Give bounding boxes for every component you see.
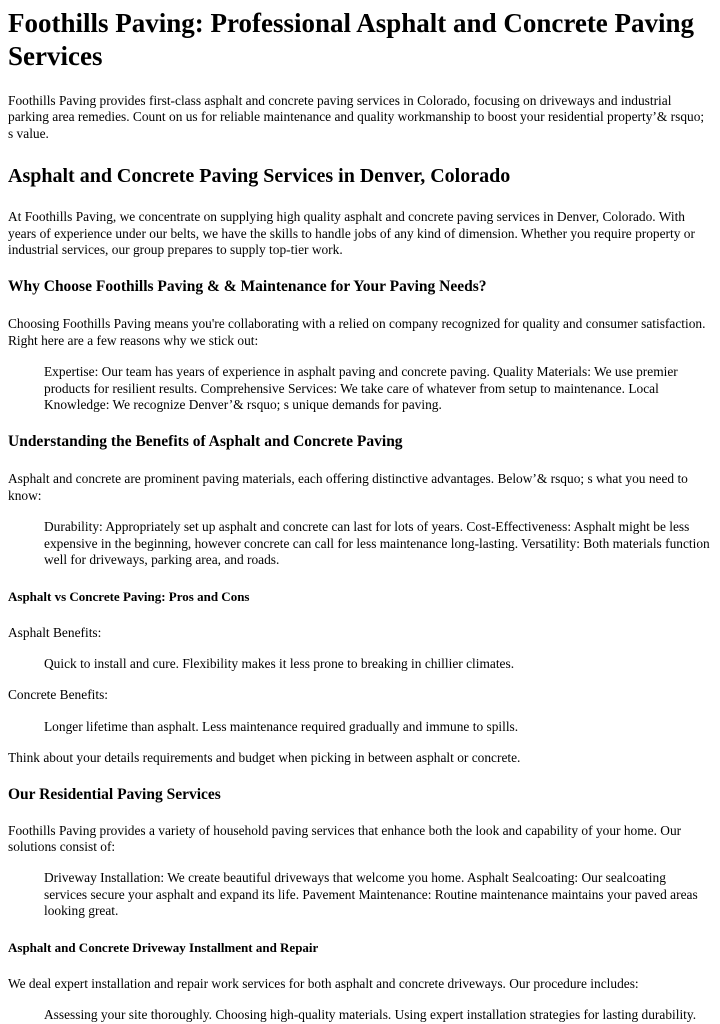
concrete-benefits-label: Concrete Benefits: [8,687,109,703]
denver-heading: Asphalt and Concrete Paving Services in Denver, Colorado [8,165,511,188]
denver-paragraph: At Foothills Paving, we concentrate on supplying high quality asphalt and concrete paving services in Denver, Colorado. With years of experience under our belts, we have the skills to handle jobs of any kind of dimension. Whether you require property or industrial services, our group prepares to supply top-tier work. [8,209,695,258]
asphalt-benefits-label: Asphalt Benefits: [8,624,102,640]
article [0,7,720,1023]
residential-quote: Driveway Installation: We create beautiful driveways that welcome you home. Asphalt Sealcoating: Our sealcoating services secure your asphalt and expand its life. Pavement Maintenance: Routine maintenance maintains your paved areas looking great. [44,870,698,919]
driveway-paragraph: We deal expert installation and repair work services for both asphalt and concrete driveways. Our procedure includes: [8,975,639,991]
benefits-paragraph: Asphalt and concrete are prominent paving materials, each offering distinctive advantages. Below’& rsquo; s what you need to know: [8,471,688,503]
page-title: Foothills Paving: Professional Asphalt and Concrete Paving Services [8,8,695,71]
pros-cons-heading: Asphalt vs Concrete Paving: Pros and Cons [8,588,250,604]
pros-cons-closing: Think about your details requirements and budget when picking in between asphalt or concrete. [8,750,521,766]
residential-heading: Our Residential Paving Services [8,785,221,803]
why-choose-quote: Expertise: Our team has years of experience in asphalt paving and concrete paving. Quality Materials: We use premier products for resilient results. Comprehensive Services: We take care of whatever from setup to maintenance. Local Knowledge: We recognize Denver’& rsquo; s unique demands for paving. [44,364,678,413]
residential-paragraph: Foothills Paving provides a variety of household paving services that enhance both the look and capability of your home. Our solutions consist of: [8,822,682,854]
why-choose-heading: Why Choose Foothills Paving & & Maintenance for Your Paving Needs? [8,278,487,296]
driveway-heading: Asphalt and Concrete Driveway Installment and Repair [8,939,319,955]
asphalt-benefits-quote: Quick to install and cure. Flexibility makes it less prone to breaking in chillier climates. [44,655,515,671]
benefits-quote: Durability: Appropriately set up asphalt and concrete can last for lots of years. Cost-Effectiveness: Asphalt might be less expensive in the beginning, however concrete can call for less maintenance long-lasting. Versatility: Both materials function well for driveways, parking area, and roads. [44,519,710,568]
concrete-benefits-quote: Longer lifetime than asphalt. Less maintenance required gradually and immune to spills. [44,718,519,734]
why-choose-paragraph: Choosing Foothills Paving means you're collaborating with a relied on company recognized for quality and consumer satisfaction. Right here are a few reasons why we stick out: [8,316,706,348]
driveway-quote: Assessing your site thoroughly. Choosing high-quality materials. Using expert installation strategies for lasting durability. [44,1006,697,1022]
benefits-heading: Understanding the Benefits of Asphalt and Concrete Paving [8,433,403,451]
intro-paragraph: Foothills Paving provides first-class asphalt and concrete paving services in Colorado, focusing on driveways and industrial parking area remedies. Count on us for reliable maintenance and quality workmanship to boost your residential property’& rsquo; s value. [8,93,705,141]
